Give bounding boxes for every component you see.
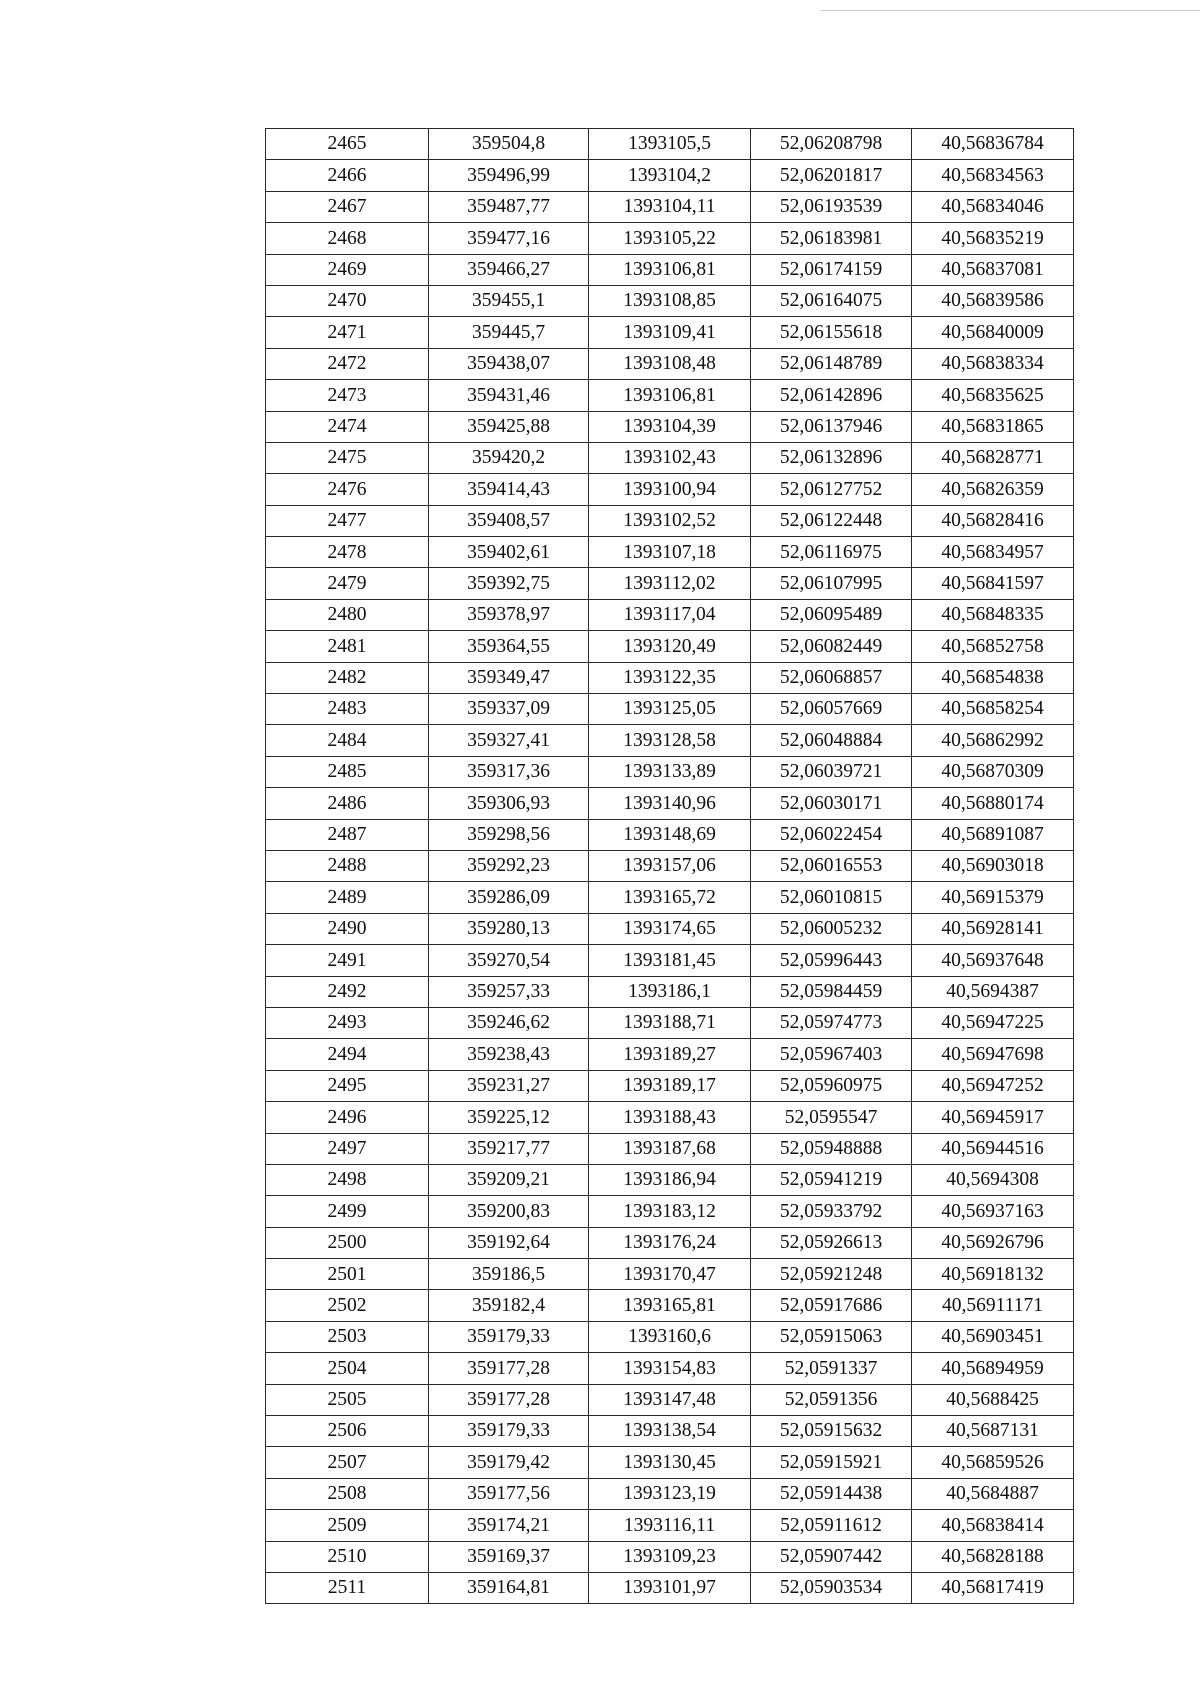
longitude-cell: 40,5687131	[912, 1416, 1074, 1447]
longitude-cell: 40,56862992	[912, 725, 1074, 756]
point-number-cell: 2473	[266, 380, 429, 411]
longitude-cell: 40,56834046	[912, 191, 1074, 222]
latitude-cell: 52,06193539	[751, 191, 912, 222]
latitude-cell: 52,05921248	[751, 1259, 912, 1290]
point-number-cell: 2499	[266, 1196, 429, 1227]
table-row	[266, 850, 1074, 881]
y-coordinate-cell: 1393138,54	[589, 1416, 751, 1447]
y-coordinate-cell: 1393157,06	[589, 850, 751, 881]
x-coordinate-cell: 359327,41	[429, 725, 589, 756]
point-number-cell: 2507	[266, 1447, 429, 1478]
x-coordinate-cell: 359182,4	[429, 1290, 589, 1321]
x-coordinate-cell: 359306,93	[429, 788, 589, 819]
coordinates-table-body	[266, 129, 1074, 1604]
y-coordinate-cell: 1393160,6	[589, 1321, 751, 1352]
longitude-cell: 40,56937648	[912, 945, 1074, 976]
latitude-cell: 52,06068857	[751, 662, 912, 693]
x-coordinate-cell: 359192,64	[429, 1227, 589, 1258]
y-coordinate-cell: 1393148,69	[589, 819, 751, 850]
point-number-cell: 2500	[266, 1227, 429, 1258]
longitude-cell: 40,56947252	[912, 1070, 1074, 1101]
x-coordinate-cell: 359174,21	[429, 1510, 589, 1541]
point-number-cell: 2467	[266, 191, 429, 222]
point-number-cell: 2485	[266, 756, 429, 787]
longitude-cell: 40,56947698	[912, 1039, 1074, 1070]
latitude-cell: 52,0595547	[751, 1102, 912, 1133]
longitude-cell: 40,5694387	[912, 976, 1074, 1007]
point-number-cell: 2511	[266, 1572, 429, 1603]
y-coordinate-cell: 1393102,52	[589, 505, 751, 536]
y-coordinate-cell: 1393106,81	[589, 380, 751, 411]
y-coordinate-cell: 1393120,49	[589, 631, 751, 662]
point-number-cell: 2465	[266, 129, 429, 160]
latitude-cell: 52,06082449	[751, 631, 912, 662]
x-coordinate-cell: 359438,07	[429, 348, 589, 379]
longitude-cell: 40,56858254	[912, 694, 1074, 725]
longitude-cell: 40,56880174	[912, 788, 1074, 819]
point-number-cell: 2481	[266, 631, 429, 662]
y-coordinate-cell: 1393100,94	[589, 474, 751, 505]
latitude-cell: 52,06208798	[751, 129, 912, 160]
latitude-cell: 52,06174159	[751, 254, 912, 285]
longitude-cell: 40,56848335	[912, 599, 1074, 630]
point-number-cell: 2498	[266, 1164, 429, 1195]
point-number-cell: 2492	[266, 976, 429, 1007]
table-row	[266, 694, 1074, 725]
point-number-cell: 2486	[266, 788, 429, 819]
x-coordinate-cell: 359270,54	[429, 945, 589, 976]
point-number-cell: 2468	[266, 223, 429, 254]
latitude-cell: 52,06142896	[751, 380, 912, 411]
table-row	[266, 1510, 1074, 1541]
y-coordinate-cell: 1393104,11	[589, 191, 751, 222]
table-row	[266, 1227, 1074, 1258]
x-coordinate-cell: 359280,13	[429, 913, 589, 944]
table-row	[266, 1133, 1074, 1164]
table-row	[266, 976, 1074, 1007]
latitude-cell: 52,06039721	[751, 756, 912, 787]
y-coordinate-cell: 1393112,02	[589, 568, 751, 599]
longitude-cell: 40,56817419	[912, 1572, 1074, 1603]
point-number-cell: 2510	[266, 1541, 429, 1572]
y-coordinate-cell: 1393108,48	[589, 348, 751, 379]
y-coordinate-cell: 1393165,81	[589, 1290, 751, 1321]
x-coordinate-cell: 359286,09	[429, 882, 589, 913]
table-row	[266, 191, 1074, 222]
point-number-cell: 2496	[266, 1102, 429, 1133]
latitude-cell: 52,06127752	[751, 474, 912, 505]
longitude-cell: 40,56903018	[912, 850, 1074, 881]
table-row	[266, 1007, 1074, 1038]
table-row	[266, 411, 1074, 442]
y-coordinate-cell: 1393188,43	[589, 1102, 751, 1133]
point-number-cell: 2502	[266, 1290, 429, 1321]
x-coordinate-cell: 359364,55	[429, 631, 589, 662]
table-row	[266, 882, 1074, 913]
y-coordinate-cell: 1393109,23	[589, 1541, 751, 1572]
longitude-cell: 40,56911171	[912, 1290, 1074, 1321]
y-coordinate-cell: 1393117,04	[589, 599, 751, 630]
latitude-cell: 52,05926613	[751, 1227, 912, 1258]
latitude-cell: 52,06107995	[751, 568, 912, 599]
table-row	[266, 568, 1074, 599]
longitude-cell: 40,56947225	[912, 1007, 1074, 1038]
longitude-cell: 40,5694308	[912, 1164, 1074, 1195]
table-row	[266, 819, 1074, 850]
longitude-cell: 40,56937163	[912, 1196, 1074, 1227]
point-number-cell: 2478	[266, 537, 429, 568]
x-coordinate-cell: 359414,43	[429, 474, 589, 505]
point-number-cell: 2488	[266, 850, 429, 881]
table-row	[266, 537, 1074, 568]
x-coordinate-cell: 359420,2	[429, 442, 589, 473]
point-number-cell: 2487	[266, 819, 429, 850]
point-number-cell: 2493	[266, 1007, 429, 1038]
y-coordinate-cell: 1393165,72	[589, 882, 751, 913]
table-row	[266, 599, 1074, 630]
longitude-cell: 40,56841597	[912, 568, 1074, 599]
table-row	[266, 442, 1074, 473]
table-row	[266, 788, 1074, 819]
longitude-cell: 40,56852758	[912, 631, 1074, 662]
y-coordinate-cell: 1393105,22	[589, 223, 751, 254]
latitude-cell: 52,05917686	[751, 1290, 912, 1321]
point-number-cell: 2479	[266, 568, 429, 599]
y-coordinate-cell: 1393102,43	[589, 442, 751, 473]
y-coordinate-cell: 1393122,35	[589, 662, 751, 693]
longitude-cell: 40,56915379	[912, 882, 1074, 913]
table-row	[266, 1321, 1074, 1352]
table-row	[266, 254, 1074, 285]
latitude-cell: 52,05974773	[751, 1007, 912, 1038]
x-coordinate-cell: 359425,88	[429, 411, 589, 442]
table-row	[266, 1290, 1074, 1321]
latitude-cell: 52,06030171	[751, 788, 912, 819]
longitude-cell: 40,56859526	[912, 1447, 1074, 1478]
longitude-cell: 40,56894959	[912, 1353, 1074, 1384]
y-coordinate-cell: 1393107,18	[589, 537, 751, 568]
y-coordinate-cell: 1393128,58	[589, 725, 751, 756]
latitude-cell: 52,06155618	[751, 317, 912, 348]
x-coordinate-cell: 359225,12	[429, 1102, 589, 1133]
latitude-cell: 52,06137946	[751, 411, 912, 442]
table-row	[266, 1384, 1074, 1415]
table-row	[266, 1259, 1074, 1290]
y-coordinate-cell: 1393187,68	[589, 1133, 751, 1164]
y-coordinate-cell: 1393189,17	[589, 1070, 751, 1101]
latitude-cell: 52,05915632	[751, 1416, 912, 1447]
x-coordinate-cell: 359179,33	[429, 1321, 589, 1352]
longitude-cell: 40,56834563	[912, 160, 1074, 191]
point-number-cell: 2495	[266, 1070, 429, 1101]
table-row	[266, 160, 1074, 191]
x-coordinate-cell: 359445,7	[429, 317, 589, 348]
latitude-cell: 52,05911612	[751, 1510, 912, 1541]
y-coordinate-cell: 1393170,47	[589, 1259, 751, 1290]
longitude-cell: 40,56891087	[912, 819, 1074, 850]
table-row	[266, 945, 1074, 976]
y-coordinate-cell: 1393130,45	[589, 1447, 751, 1478]
x-coordinate-cell: 359209,21	[429, 1164, 589, 1195]
point-number-cell: 2482	[266, 662, 429, 693]
table-row	[266, 1541, 1074, 1572]
x-coordinate-cell: 359477,16	[429, 223, 589, 254]
point-number-cell: 2472	[266, 348, 429, 379]
y-coordinate-cell: 1393116,11	[589, 1510, 751, 1541]
point-number-cell: 2470	[266, 285, 429, 316]
point-number-cell: 2509	[266, 1510, 429, 1541]
point-number-cell: 2489	[266, 882, 429, 913]
latitude-cell: 52,05941219	[751, 1164, 912, 1195]
y-coordinate-cell: 1393186,94	[589, 1164, 751, 1195]
y-coordinate-cell: 1393109,41	[589, 317, 751, 348]
point-number-cell: 2466	[266, 160, 429, 191]
longitude-cell: 40,56828188	[912, 1541, 1074, 1572]
y-coordinate-cell: 1393140,96	[589, 788, 751, 819]
latitude-cell: 52,05967403	[751, 1039, 912, 1070]
longitude-cell: 40,56903451	[912, 1321, 1074, 1352]
y-coordinate-cell: 1393133,89	[589, 756, 751, 787]
y-coordinate-cell: 1393104,2	[589, 160, 751, 191]
y-coordinate-cell: 1393176,24	[589, 1227, 751, 1258]
longitude-cell: 40,56840009	[912, 317, 1074, 348]
coordinates-table	[265, 128, 1074, 1604]
x-coordinate-cell: 359504,8	[429, 129, 589, 160]
longitude-cell: 40,56838334	[912, 348, 1074, 379]
longitude-cell: 40,56837081	[912, 254, 1074, 285]
table-row	[266, 223, 1074, 254]
longitude-cell: 40,56918132	[912, 1259, 1074, 1290]
longitude-cell: 40,56854838	[912, 662, 1074, 693]
longitude-cell: 40,56838414	[912, 1510, 1074, 1541]
longitude-cell: 40,56835219	[912, 223, 1074, 254]
latitude-cell: 52,06116975	[751, 537, 912, 568]
latitude-cell: 52,06148789	[751, 348, 912, 379]
table-row	[266, 1196, 1074, 1227]
x-coordinate-cell: 359392,75	[429, 568, 589, 599]
x-coordinate-cell: 359496,99	[429, 160, 589, 191]
point-number-cell: 2491	[266, 945, 429, 976]
point-number-cell: 2504	[266, 1353, 429, 1384]
latitude-cell: 52,06057669	[751, 694, 912, 725]
table-row	[266, 631, 1074, 662]
x-coordinate-cell: 359177,28	[429, 1384, 589, 1415]
table-row	[266, 756, 1074, 787]
point-number-cell: 2484	[266, 725, 429, 756]
x-coordinate-cell: 359200,83	[429, 1196, 589, 1227]
point-number-cell: 2501	[266, 1259, 429, 1290]
x-coordinate-cell: 359177,28	[429, 1353, 589, 1384]
longitude-cell: 40,56944516	[912, 1133, 1074, 1164]
latitude-cell: 52,06122448	[751, 505, 912, 536]
y-coordinate-cell: 1393106,81	[589, 254, 751, 285]
x-coordinate-cell: 359231,27	[429, 1070, 589, 1101]
point-number-cell: 2475	[266, 442, 429, 473]
latitude-cell: 52,05933792	[751, 1196, 912, 1227]
table-row	[266, 1164, 1074, 1195]
longitude-cell: 40,56839586	[912, 285, 1074, 316]
y-coordinate-cell: 1393183,12	[589, 1196, 751, 1227]
y-coordinate-cell: 1393186,1	[589, 976, 751, 1007]
x-coordinate-cell: 359298,56	[429, 819, 589, 850]
latitude-cell: 52,06132896	[751, 442, 912, 473]
latitude-cell: 52,0591356	[751, 1384, 912, 1415]
y-coordinate-cell: 1393125,05	[589, 694, 751, 725]
table-row	[266, 317, 1074, 348]
latitude-cell: 52,05915063	[751, 1321, 912, 1352]
y-coordinate-cell: 1393108,85	[589, 285, 751, 316]
latitude-cell: 52,05914438	[751, 1478, 912, 1509]
table-row	[266, 1353, 1074, 1384]
table-row	[266, 505, 1074, 536]
x-coordinate-cell: 359177,56	[429, 1478, 589, 1509]
longitude-cell: 40,56834957	[912, 537, 1074, 568]
x-coordinate-cell: 359337,09	[429, 694, 589, 725]
point-number-cell: 2476	[266, 474, 429, 505]
x-coordinate-cell: 359292,23	[429, 850, 589, 881]
x-coordinate-cell: 359349,47	[429, 662, 589, 693]
point-number-cell: 2477	[266, 505, 429, 536]
point-number-cell: 2490	[266, 913, 429, 944]
y-coordinate-cell: 1393174,65	[589, 913, 751, 944]
x-coordinate-cell: 359238,43	[429, 1039, 589, 1070]
point-number-cell: 2474	[266, 411, 429, 442]
table-row	[266, 1572, 1074, 1603]
y-coordinate-cell: 1393147,48	[589, 1384, 751, 1415]
latitude-cell: 52,06183981	[751, 223, 912, 254]
longitude-cell: 40,56926796	[912, 1227, 1074, 1258]
table-row	[266, 474, 1074, 505]
longitude-cell: 40,56928141	[912, 913, 1074, 944]
table-row	[266, 348, 1074, 379]
x-coordinate-cell: 359317,36	[429, 756, 589, 787]
point-number-cell: 2503	[266, 1321, 429, 1352]
table-row	[266, 913, 1074, 944]
x-coordinate-cell: 359257,33	[429, 976, 589, 1007]
x-coordinate-cell: 359431,46	[429, 380, 589, 411]
latitude-cell: 52,05960975	[751, 1070, 912, 1101]
longitude-cell: 40,56826359	[912, 474, 1074, 505]
latitude-cell: 52,06005232	[751, 913, 912, 944]
longitude-cell: 40,5688425	[912, 1384, 1074, 1415]
table-row	[266, 1039, 1074, 1070]
point-number-cell: 2494	[266, 1039, 429, 1070]
x-coordinate-cell: 359169,37	[429, 1541, 589, 1572]
table-row	[266, 285, 1074, 316]
table-row	[266, 1478, 1074, 1509]
x-coordinate-cell: 359378,97	[429, 599, 589, 630]
table-row	[266, 1416, 1074, 1447]
latitude-cell: 52,05907442	[751, 1541, 912, 1572]
table-row	[266, 1070, 1074, 1101]
latitude-cell: 52,05903534	[751, 1572, 912, 1603]
point-number-cell: 2483	[266, 694, 429, 725]
longitude-cell: 40,56835625	[912, 380, 1074, 411]
table-row	[266, 1447, 1074, 1478]
x-coordinate-cell: 359455,1	[429, 285, 589, 316]
latitude-cell: 52,06022454	[751, 819, 912, 850]
latitude-cell: 52,06095489	[751, 599, 912, 630]
x-coordinate-cell: 359186,5	[429, 1259, 589, 1290]
point-number-cell: 2497	[266, 1133, 429, 1164]
x-coordinate-cell: 359402,61	[429, 537, 589, 568]
x-coordinate-cell: 359408,57	[429, 505, 589, 536]
latitude-cell: 52,06048884	[751, 725, 912, 756]
longitude-cell: 40,56870309	[912, 756, 1074, 787]
table-row	[266, 380, 1074, 411]
y-coordinate-cell: 1393105,5	[589, 129, 751, 160]
y-coordinate-cell: 1393181,45	[589, 945, 751, 976]
longitude-cell: 40,56831865	[912, 411, 1074, 442]
table-row	[266, 129, 1074, 160]
latitude-cell: 52,06010815	[751, 882, 912, 913]
latitude-cell: 52,06164075	[751, 285, 912, 316]
table-row	[266, 662, 1074, 693]
x-coordinate-cell: 359246,62	[429, 1007, 589, 1038]
longitude-cell: 40,56836784	[912, 129, 1074, 160]
y-coordinate-cell: 1393104,39	[589, 411, 751, 442]
point-number-cell: 2471	[266, 317, 429, 348]
point-number-cell: 2506	[266, 1416, 429, 1447]
latitude-cell: 52,06201817	[751, 160, 912, 191]
x-coordinate-cell: 359466,27	[429, 254, 589, 285]
longitude-cell: 40,56945917	[912, 1102, 1074, 1133]
y-coordinate-cell: 1393189,27	[589, 1039, 751, 1070]
table-row	[266, 725, 1074, 756]
y-coordinate-cell: 1393101,97	[589, 1572, 751, 1603]
longitude-cell: 40,56828416	[912, 505, 1074, 536]
table-row	[266, 1102, 1074, 1133]
latitude-cell: 52,0591337	[751, 1353, 912, 1384]
latitude-cell: 52,05948888	[751, 1133, 912, 1164]
x-coordinate-cell: 359487,77	[429, 191, 589, 222]
longitude-cell: 40,5684887	[912, 1478, 1074, 1509]
longitude-cell: 40,56828771	[912, 442, 1074, 473]
point-number-cell: 2480	[266, 599, 429, 630]
point-number-cell: 2505	[266, 1384, 429, 1415]
latitude-cell: 52,05915921	[751, 1447, 912, 1478]
x-coordinate-cell: 359179,42	[429, 1447, 589, 1478]
y-coordinate-cell: 1393123,19	[589, 1478, 751, 1509]
point-number-cell: 2508	[266, 1478, 429, 1509]
x-coordinate-cell: 359179,33	[429, 1416, 589, 1447]
x-coordinate-cell: 359164,81	[429, 1572, 589, 1603]
x-coordinate-cell: 359217,77	[429, 1133, 589, 1164]
y-coordinate-cell: 1393154,83	[589, 1353, 751, 1384]
latitude-cell: 52,05984459	[751, 976, 912, 1007]
y-coordinate-cell: 1393188,71	[589, 1007, 751, 1038]
latitude-cell: 52,06016553	[751, 850, 912, 881]
latitude-cell: 52,05996443	[751, 945, 912, 976]
point-number-cell: 2469	[266, 254, 429, 285]
scan-artifact-line	[820, 10, 1200, 11]
